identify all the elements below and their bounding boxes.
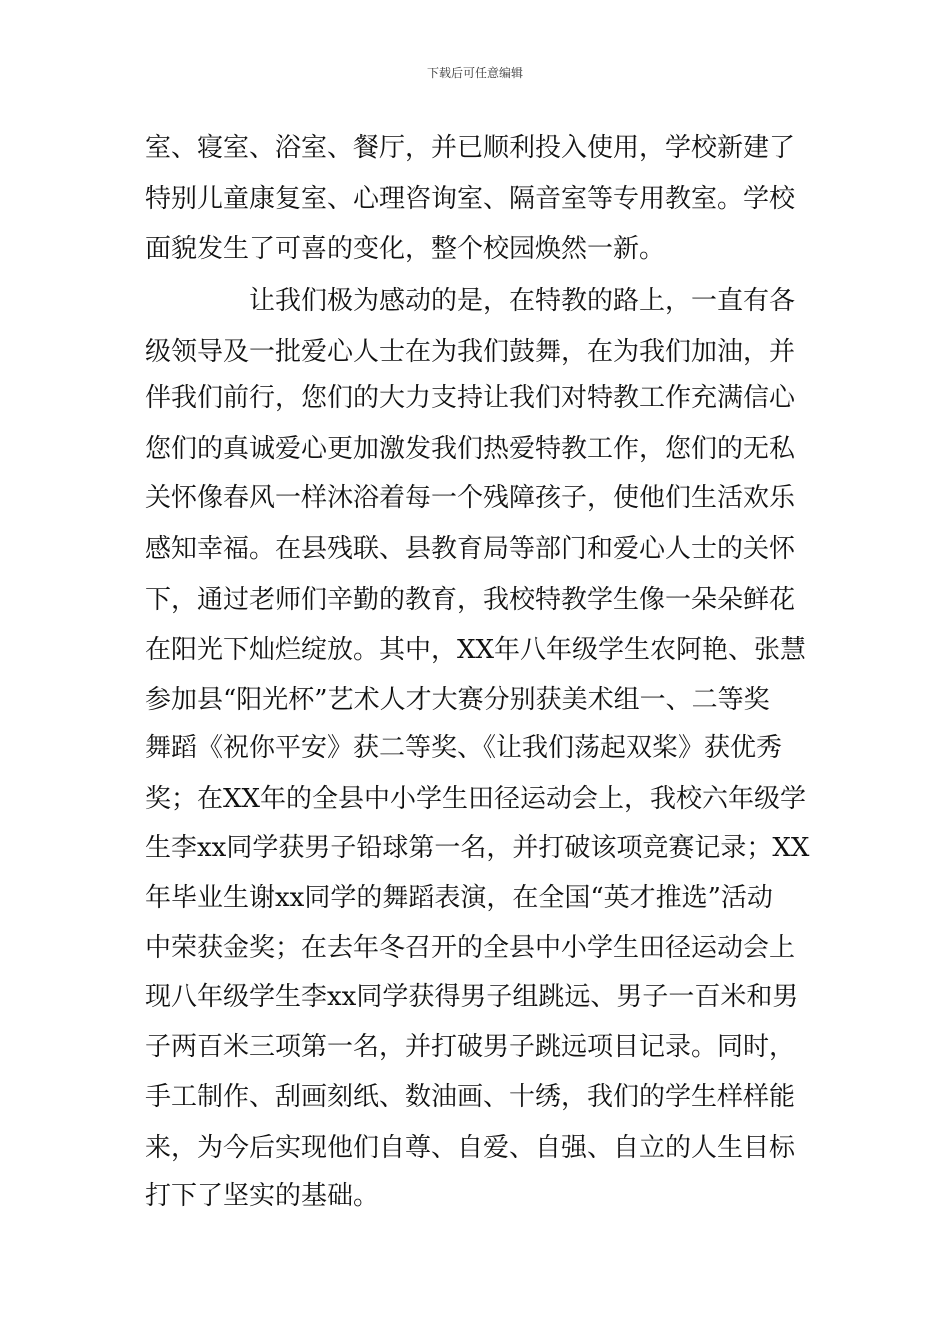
text-line: 手工制作、刮画刻纸、数油画、十绣，我们的学生样样能 — [145, 1082, 796, 1112]
text-line: 年毕业生谢xx同学的舞蹈表演，在全国“英才推选”活动 — [145, 883, 773, 913]
paragraph-first-line: 让我们极为感动的是，在特教的路上，一直有各 — [249, 286, 796, 316]
text-line: 面貌发生了可喜的变化，整个校园焕然一新。 — [145, 234, 666, 264]
text-line: 下，通过老师们辛勤的教育，我校特教学生像一朵朵鲜花 — [145, 585, 796, 615]
text-line: 奖；在XX年的全县中小学生田径运动会上，我校六年级学 — [145, 784, 807, 814]
page-header: 下载后可任意编辑 — [426, 66, 523, 80]
text-line: 感知幸福。在县残联、县教育局等部门和爱心人士的关怀 — [145, 534, 796, 564]
text-line: 中荣获金奖；在去年冬召开的全县中小学生田径运动会上 — [145, 933, 796, 963]
text-line: 伴我们前行，您们的大力支持让我们对特教工作充满信心 — [145, 383, 796, 413]
text-line: 级领导及一批爱心人士在为我们鼓舞，在为我们加油，并 — [145, 337, 796, 367]
text-line: 参加县“阳光杯”艺术人才大赛分别获美术组一、二等奖 — [145, 685, 770, 715]
text-line: 来，为今后实现他们自尊、自爱、自强、自立的人生目标 — [145, 1133, 796, 1163]
text-line: 舞蹈《祝你平安》获二等奖、《让我们荡起双桨》获优秀 — [145, 733, 783, 763]
text-line: 打下了坚实的基础。 — [145, 1181, 380, 1211]
text-line: 关怀像春风一样沐浴着每一个残障孩子，使他们生活欢乐 — [145, 483, 796, 513]
text-line: 生李xx同学获男子铅球第一名，并打破该项竞赛记录；XX — [145, 833, 810, 863]
text-line: 现八年级学生李xx同学获得男子组跳远、男子一百米和男 — [145, 982, 799, 1012]
text-line: 子两百米三项第一名，并打破男子跳远项目记录。同时， — [145, 1032, 796, 1062]
text-line: 特别儿童康复室、心理咨询室、隔音室等专用教室。学校 — [145, 184, 796, 214]
text-line: 您们的真诚爱心更加激发我们热爱特教工作，您们的无私 — [145, 434, 796, 464]
text-line: 室、寝室、浴室、餐厅，并已顺利投入使用，学校新建了 — [145, 133, 796, 163]
text-line: 在阳光下灿烂绽放。其中，XX年八年级学生农阿艳、张慧 — [145, 635, 807, 665]
